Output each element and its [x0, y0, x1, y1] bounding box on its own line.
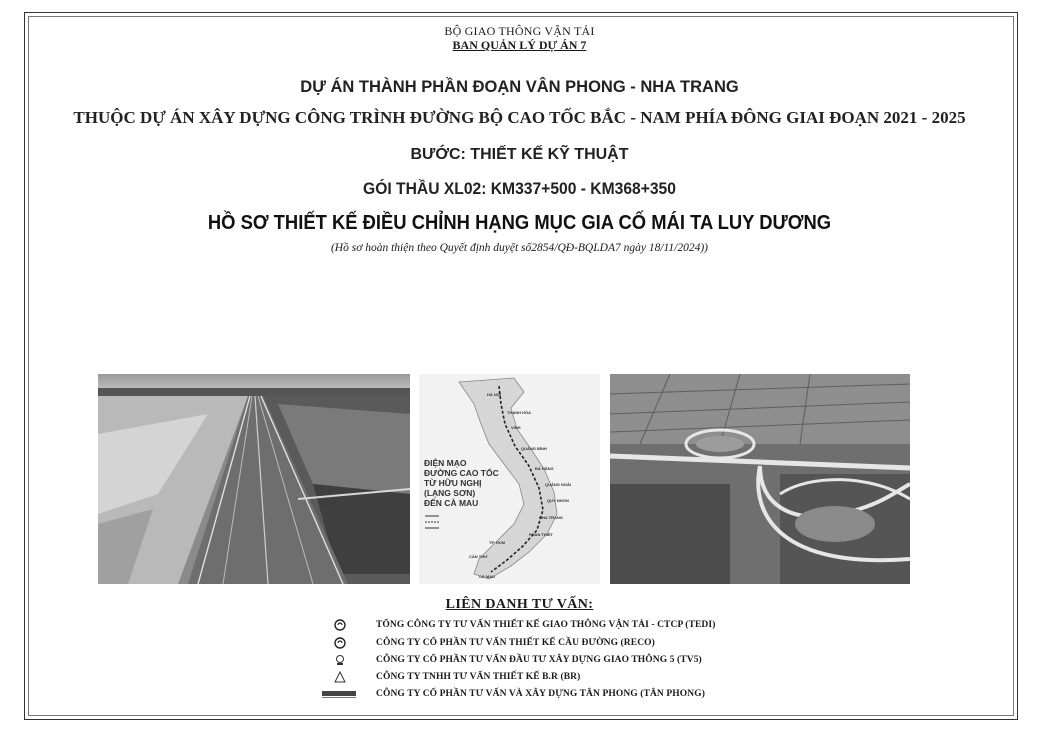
map-place: ĐÀ NẴNG	[535, 466, 554, 471]
consultants-title: LIÊN DANH TƯ VẤN:	[445, 597, 594, 612]
interchange-photo	[610, 374, 910, 584]
bid-package: GÓI THẦU XL02: KM337+500 - KM368+350	[363, 179, 676, 198]
map-caption-4: (LẠNG SƠN)	[424, 488, 476, 498]
map-place: CÀ MAU	[479, 574, 495, 579]
company-tv5: CÔNG TY CỔ PHẦN TƯ VẤN ĐẦU TƯ XÂY DỰNG GIAO THÔNG 5 (TV5)	[376, 655, 702, 665]
ministry-name: BỘ GIAO THÔNG VẬN TẢI	[444, 24, 595, 38]
map-place: QUẢNG BÌNH	[521, 446, 547, 451]
map-place: PHAN THIẾT	[529, 532, 553, 537]
map-place: QUY NHƠN	[547, 498, 569, 503]
document-title: HỒ SƠ THIẾT KẾ ĐIỀU CHỈNH HẠNG MỤC GIA CỐ MÁI TA LUY DƯƠNG	[207, 212, 832, 234]
document-note: (Hồ sơ hoàn thiện theo Quyết định duyệt số2854/QĐ-BQLDA7 ngày 18/11/2024))	[330, 242, 709, 254]
map-caption-1: ĐIỆN MẠO	[424, 458, 467, 468]
map-caption-5: ĐẾN CÀ MAU	[424, 498, 479, 508]
map-place: CẦN THƠ	[469, 554, 488, 559]
tv5-logo	[332, 654, 348, 666]
map-caption-3: TỪ HỮU NGHỊ	[424, 478, 482, 488]
board-name: BAN QUẢN LÝ DỰ ÁN 7	[452, 38, 587, 52]
map-place: QUẢNG NGÃI	[545, 482, 571, 487]
company-tanphong: CÔNG TY CỔ PHẦN TƯ VẤN VÀ XÂY DỰNG TÂN PHONG (TÂN PHONG)	[376, 689, 705, 699]
map-place: HÀ NỘI	[487, 392, 501, 397]
company-tedi: TỔNG CÔNG TY TƯ VẤN THIẾT KẾ GIAO THÔNG VẬN TẢI - CTCP (TEDI)	[376, 620, 716, 630]
map-place: THANH HÓA	[507, 410, 531, 415]
reco-logo	[332, 637, 348, 649]
parent-project-title: THUỘC DỰ ÁN XÂY DỰNG CÔNG TRÌNH ĐƯỜNG BỘ CAO TỐC BẮC - NAM PHÍA ĐÔNG GIAI ĐOẠN 2021 - 2025	[73, 108, 966, 127]
map-caption-2: ĐƯỜNG CAO TỐC	[424, 468, 499, 478]
expressway-photo	[98, 374, 410, 584]
map-place: NHA TRANG	[539, 515, 563, 520]
br-logo	[332, 671, 348, 683]
tedi-logo	[332, 619, 348, 631]
project-title: DỰ ÁN THÀNH PHẦN ĐOẠN VÂN PHONG - NHA TRANG	[300, 78, 739, 96]
company-reco: CÔNG TY CỔ PHẦN TƯ VẤN THIẾT KẾ CẦU ĐƯỜNG (RECO)	[376, 638, 655, 648]
company-br: CÔNG TY TNHH TƯ VẤN THIẾT KẾ B.R (BR)	[376, 672, 581, 682]
design-step: BƯỚC: THIẾT KẾ KỸ THUẬT	[410, 146, 629, 163]
tanphong-logo	[322, 688, 356, 700]
route-map	[419, 374, 600, 584]
map-place: TP. HCM	[489, 540, 505, 545]
map-place: VINH	[511, 425, 521, 430]
